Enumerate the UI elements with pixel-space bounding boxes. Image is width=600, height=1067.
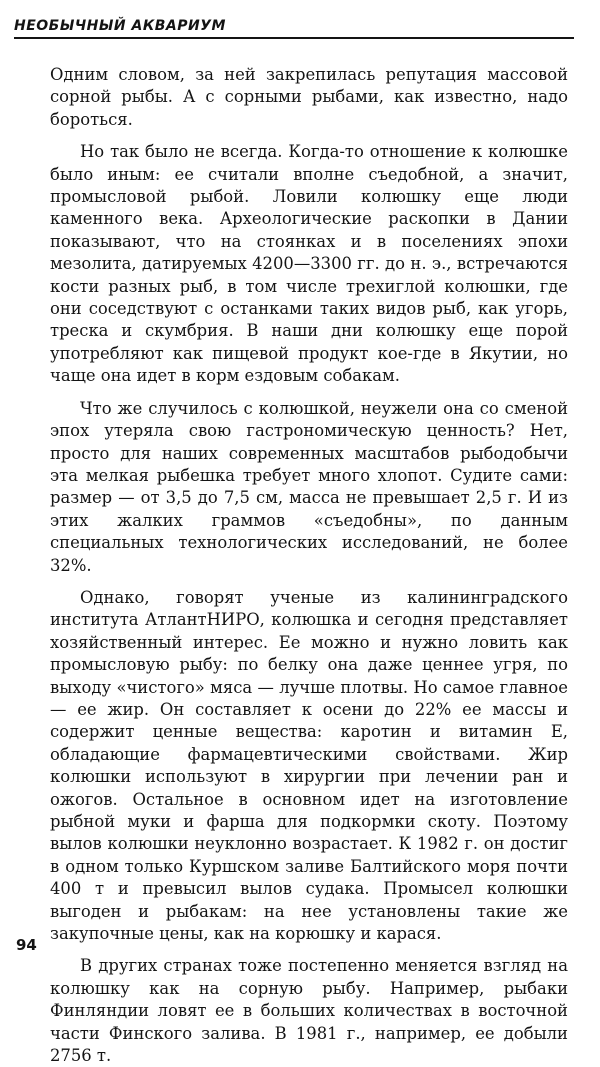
- running-header: [14, 18, 574, 38]
- header-rule: [14, 37, 574, 39]
- body-text: [50, 64, 568, 1067]
- paragraph: Что же случилось с колюшкой, неужели она со сменой эпох утеряла свою гастрономическую ценность? Нет, просто для наших современных масштабов рыбодобычи эта мелкая рыбешка требует много хлопот. Судите сами: размер — от 3,5 до 7,5 см, масса не превышает 2,5 г. И из этих жалких граммов «съедобны», по данным специальных технологических исследований, не более 32%.: [50, 398, 568, 575]
- paragraph: Однако, говорят ученые из калининградского института АтлантНИРО, колюшка и сегодня представляет хозяйственный интерес. Ее можно и нужно ловить как промысловую рыбу: по белку она даже ценнее угря, по выходу «чистого» мяса — лучше плотвы. Но самое главное — ее жир. Он составляет к осени до 22% ее массы и содержит ценные вещества: каротин и витамин Е, обладающие фармацевтическими свойствами. Жир колюшки используют в хирургии при лечении ран и ожогов. Остальное в основном идет на изготовление рыбной муки и фарша для подкормки скоту. Поэтому вылов колюшки неуклонно возрастает. К 1982 г. он достиг в одном только Куршском заливе Балтийского моря почти 400 т и превысил вылов судака. Промысел колюшки выгоден и рыбакам: на нее установлены такие же закупочные цены, как на корюшку и карася.: [50, 587, 568, 944]
- running-header-title: НЕОБЫЧНЫЙ АКВАРИУМ: [14, 18, 226, 34]
- paragraph: Но так было не всегда. Когда-то отношение к колюшке было иным: ее считали вполне съедобной, а значит, промысловой рыбой. Ловили колюшку еще люди каменного века. Археологические раскопки в Дании показывают, что на стоянках и в поселениях эпохи мезолита, датируемых 4200—3300 гг. до н. э., встречаются кости разных рыб, в том числе трехиглой колюшки, где они соседствуют с останками таких видов рыб, как угорь, треска и скумбрия. В наши дни колюшку еще порой употребляют как пищевой продукт кое-где в Якутии, но чаще она идет в корм ездовым собакам.: [50, 142, 568, 386]
- paragraph-continuation: Одним словом, за ней закрепилась репутация массовой сорной рыбы. А с сорными рыбами, как известно, надо бороться.: [50, 65, 568, 129]
- paragraph: В других странах тоже постепенно меняется взгляд на колюшку как на сорную рыбу. Например, рыбаки Финляндии ловят ее в больших количествах в восточной части Финского залива. В 1981 г., например, ее добыли 2756 т.: [50, 956, 568, 1066]
- page-number: 94: [16, 936, 37, 954]
